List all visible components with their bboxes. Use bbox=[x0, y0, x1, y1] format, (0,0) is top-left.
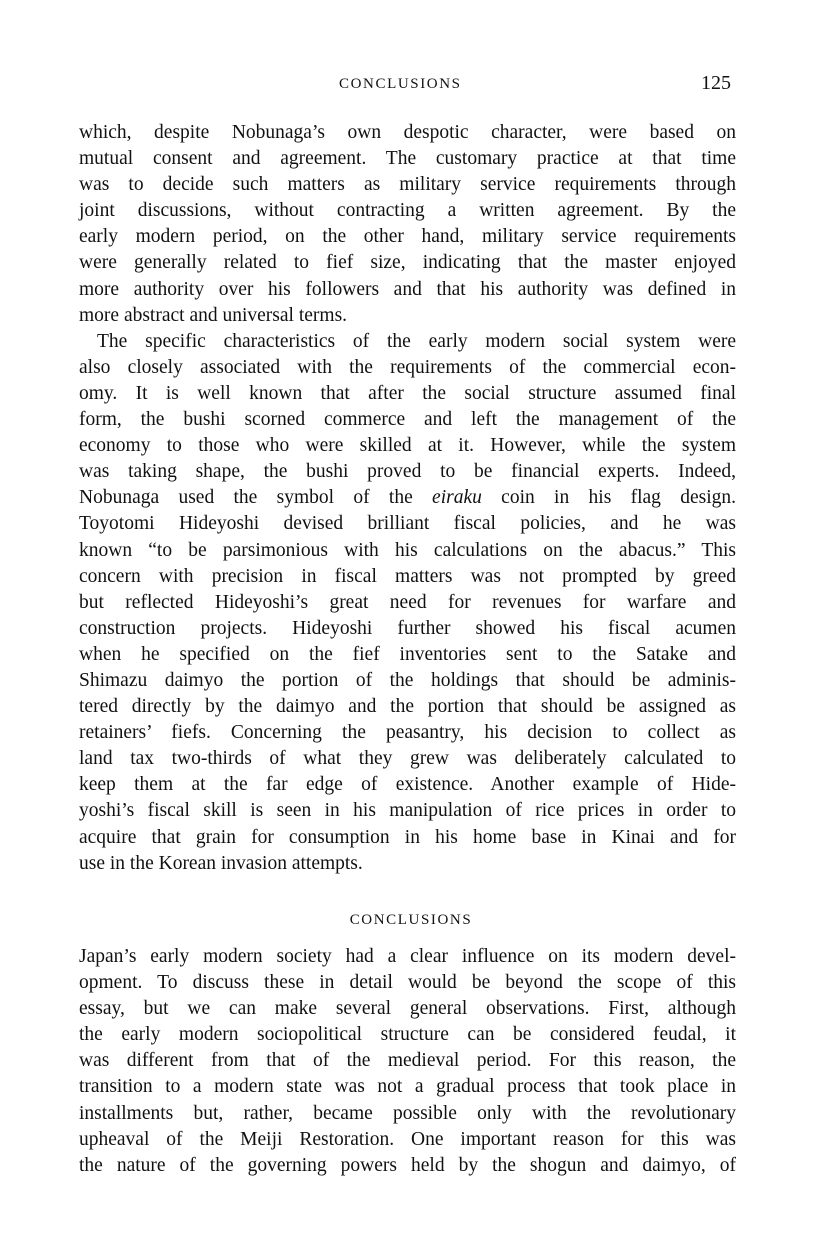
text-line: more authority over his followers and that his authority was defined in bbox=[79, 278, 736, 300]
paragraph-continued bbox=[79, 120, 736, 329]
text-line: upheaval of the Meiji Restoration. One important reason for this was bbox=[79, 1128, 736, 1150]
text-line: early modern period, on the other hand, military service requirements bbox=[79, 226, 736, 248]
text-line: retainers’ fiefs. Concerning the peasantry, his decision to collect as bbox=[79, 722, 736, 744]
text-line: mutual consent and agreement. The customary practice at that time bbox=[79, 148, 736, 170]
text-line: essay, but we can make several general observations. First, although bbox=[79, 998, 736, 1020]
text-line: joint discussions, without contracting a written agreement. By the bbox=[79, 200, 736, 222]
text-line: omy. It is well known that after the social structure assumed final bbox=[79, 382, 736, 404]
text-line: was to decide such matters as military service requirements through bbox=[79, 174, 736, 196]
text-line: more abstract and universal terms. bbox=[79, 304, 348, 326]
text-line: Shimazu daimyo the portion of the holdings that should be adminis- bbox=[79, 669, 736, 691]
body-text-block-2 bbox=[79, 944, 736, 1179]
text-line: land tax two-thirds of what they grew was deliberately calculated to bbox=[79, 748, 736, 770]
text-line: were generally related to fief size, indicating that the master enjoyed bbox=[79, 252, 736, 274]
text-line: the nature of the governing powers held by the shogun and daimyo, of bbox=[79, 1154, 736, 1176]
text-line: known “to be parsimonious with his calculations on the abacus.” This bbox=[79, 539, 736, 561]
text-line: which, despite Nobunaga’s own despotic character, were based on bbox=[79, 122, 736, 143]
text-line: tered directly by the daimyo and the portion that should be assigned as bbox=[79, 696, 736, 718]
text-line: Japan’s early modern society had a clear influence on its modern devel- bbox=[79, 946, 736, 967]
body-text-block-1 bbox=[79, 120, 736, 877]
text-line: form, the bushi scorned commerce and left the management of the bbox=[79, 409, 736, 431]
paragraph-conclusions bbox=[79, 944, 736, 1179]
text-line: yoshi’s fiscal skill is seen in his manipulation of rice prices in order to bbox=[79, 800, 736, 822]
text-line: but reflected Hideyoshi’s great need for revenues for warfare and bbox=[79, 591, 736, 613]
text-line: keep them at the far edge of existence. Another example of Hide- bbox=[79, 774, 736, 796]
text-line: also closely associated with the requirements of the commercial econ- bbox=[79, 356, 736, 378]
text-line: installments but, rather, became possible only with the revolutionary bbox=[79, 1102, 736, 1124]
running-title: CONCLUSIONS bbox=[339, 76, 462, 92]
text-run: coin in his flag design. bbox=[481, 487, 737, 509]
text-line: transition to a modern state was not a gradual process that took place in bbox=[79, 1076, 736, 1098]
text-line bbox=[79, 485, 736, 511]
text-line: concern with precision in fiscal matters was not prompted by greed bbox=[79, 565, 736, 587]
text-line: when he specified on the fief inventories sent to the Satake and bbox=[79, 643, 736, 665]
text-line: construction projects. Hideyoshi further showed his fiscal acumen bbox=[79, 617, 736, 639]
section-heading: CONCLUSIONS bbox=[349, 912, 473, 928]
paragraph-fiscal bbox=[79, 329, 736, 877]
text-line: the early modern sociopolitical structure can be considered feudal, it bbox=[79, 1024, 736, 1046]
text-line: economy to those who were skilled at it. However, while the system bbox=[79, 435, 736, 457]
text-run: Nobunaga used the symbol of the bbox=[79, 487, 433, 509]
text-line: acquire that grain for consumption in his home base in Kinai and for bbox=[79, 826, 736, 848]
text-line: was taking shape, the bushi proved to be financial experts. Indeed, bbox=[79, 461, 736, 483]
running-head bbox=[0, 73, 822, 97]
text-line: Toyotomi Hideyoshi devised brilliant fiscal policies, and he was bbox=[79, 513, 736, 535]
page-number: 125 bbox=[701, 72, 731, 94]
italic-term: eiraku bbox=[432, 487, 482, 509]
text-line: The specific characteristics of the early modern social system were bbox=[97, 330, 736, 352]
text-line: was different from that of the medieval period. For this reason, the bbox=[79, 1050, 736, 1072]
text-line: opment. To discuss these in detail would be beyond the scope of this bbox=[79, 972, 736, 994]
text-line: use in the Korean invasion attempts. bbox=[79, 852, 363, 874]
